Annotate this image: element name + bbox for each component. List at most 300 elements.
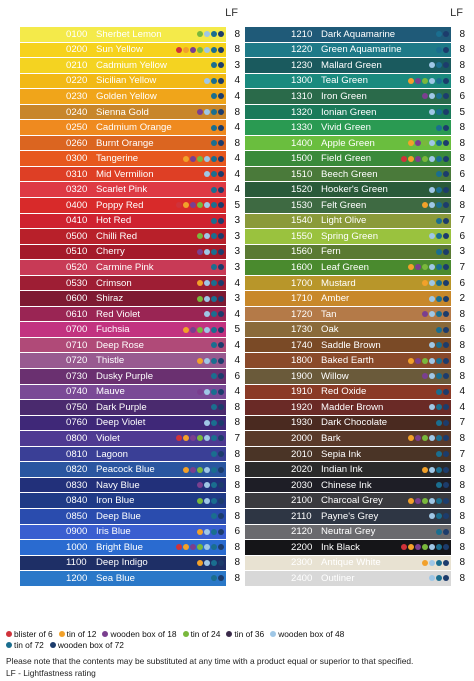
pack-dot-icon	[408, 498, 414, 504]
pack-dot-icon	[211, 280, 217, 286]
color-row	[20, 509, 240, 525]
pack-dot-icon	[204, 156, 210, 162]
color-swatch	[245, 462, 289, 477]
color-name: Peacock Blue	[96, 464, 155, 476]
color-label	[289, 525, 451, 540]
pack-dot-icon	[218, 358, 224, 364]
color-name: Dark Chocolate	[321, 417, 388, 429]
color-row	[245, 338, 465, 354]
pack-dot-icon	[443, 373, 449, 379]
pack-dot-icon	[408, 264, 414, 270]
color-label	[289, 120, 451, 135]
color-name: Oak	[321, 324, 339, 336]
color-swatch	[245, 369, 289, 384]
pack-dots	[436, 31, 449, 37]
legend-label: tin of 12	[66, 629, 97, 639]
pack-dot-icon	[176, 544, 182, 550]
pack-dot-icon	[211, 342, 217, 348]
color-label	[289, 353, 451, 368]
lf-header: LF	[450, 7, 463, 19]
pack-dot-icon	[436, 187, 442, 193]
color-swatch	[20, 182, 64, 197]
pack-dot-icon	[218, 435, 224, 441]
color-row	[245, 74, 465, 90]
color-row	[20, 105, 240, 121]
lightfastness-rating: 5	[459, 106, 465, 118]
pack-dot-icon	[218, 109, 224, 115]
pack-dot-icon	[204, 560, 210, 566]
pack-dot-icon	[218, 31, 224, 37]
pack-dot-icon	[422, 358, 428, 364]
color-code: 1720	[291, 308, 313, 320]
pack-dot-icon	[211, 451, 217, 457]
color-name: Fern	[321, 246, 341, 258]
lightfastness-rating: 8	[459, 370, 465, 382]
color-label	[64, 525, 226, 540]
color-code: 0250	[66, 122, 88, 134]
pack-dots	[436, 529, 449, 535]
color-swatch	[245, 353, 289, 368]
color-name: Ionian Green	[321, 106, 377, 118]
lightfastness-rating: 8	[459, 526, 465, 538]
color-row	[245, 58, 465, 74]
pack-dot-icon	[197, 296, 203, 302]
color-swatch	[20, 353, 64, 368]
pack-dot-icon	[176, 47, 182, 53]
color-name: Willow	[321, 370, 349, 382]
pack-dot-icon	[183, 202, 189, 208]
pack-dot-icon	[218, 311, 224, 317]
pack-dot-icon	[436, 420, 442, 426]
color-name: Chilli Red	[96, 230, 138, 242]
pack-dot-icon	[218, 560, 224, 566]
color-name: Chinese Ink	[321, 479, 372, 491]
color-swatch	[245, 416, 289, 431]
pack-dot-icon	[429, 404, 435, 410]
color-row	[245, 167, 465, 183]
legend-label: tin of 24	[190, 629, 221, 639]
pack-dot-icon	[218, 467, 224, 473]
color-code: 0850	[66, 510, 88, 522]
pack-dot-icon	[436, 93, 442, 99]
color-label	[289, 369, 451, 384]
lightfastness-rating: 4	[459, 401, 465, 413]
color-label	[64, 493, 226, 508]
color-row	[245, 151, 465, 167]
pack-dots	[211, 140, 224, 146]
pack-dot-icon	[197, 529, 203, 535]
color-label	[289, 571, 451, 586]
color-code: 2120	[291, 526, 313, 538]
lightfastness-rating: 8	[459, 510, 465, 522]
pack-dot-icon	[422, 140, 428, 146]
pack-dot-icon	[436, 575, 442, 581]
lightfastness-rating: 8	[459, 28, 465, 40]
lightfastness-rating: 4	[234, 153, 240, 165]
lightfastness-rating: 4	[234, 308, 240, 320]
legend-label: wooden box of 48	[278, 629, 345, 639]
pack-dot-icon	[218, 482, 224, 488]
pack-dots	[408, 498, 449, 504]
pack-dot-icon	[436, 435, 442, 441]
color-code: 1210	[291, 28, 313, 40]
lightfastness-rating: 3	[234, 293, 240, 305]
pack-dot-icon	[436, 311, 442, 317]
pack-dots	[401, 156, 449, 162]
lightfastness-rating: 4	[234, 184, 240, 196]
color-swatch	[245, 385, 289, 400]
lightfastness-rating: 6	[459, 230, 465, 242]
color-code: 0240	[66, 106, 88, 118]
pack-dot-icon	[436, 404, 442, 410]
pack-dot-icon	[197, 358, 203, 364]
color-code: 2100	[291, 495, 313, 507]
color-row	[245, 89, 465, 105]
color-code: 0730	[66, 370, 88, 382]
pack-dot-icon	[443, 482, 449, 488]
pack-dot-icon	[443, 498, 449, 504]
pack-dot-icon	[190, 327, 196, 333]
lightfastness-rating: 8	[234, 495, 240, 507]
color-code: 1530	[291, 199, 313, 211]
pack-dots	[197, 31, 224, 37]
pack-dot-icon	[204, 311, 210, 317]
color-name: Spring Green	[321, 230, 379, 242]
lightfastness-rating: 8	[459, 464, 465, 476]
pack-dot-icon	[204, 249, 210, 255]
pack-dots	[211, 373, 224, 379]
lightfastness-rating: 8	[459, 432, 465, 444]
color-name: Mid Vermilion	[96, 168, 154, 180]
lightfastness-rating: 3	[234, 246, 240, 258]
color-label	[64, 74, 226, 89]
color-row	[20, 167, 240, 183]
color-label	[64, 260, 226, 275]
color-name: Tan	[321, 308, 337, 320]
pack-dot-icon	[211, 467, 217, 473]
pack-dot-icon	[422, 311, 428, 317]
pack-dot-icon	[436, 451, 442, 457]
lf-header: LF	[225, 7, 238, 19]
color-swatch	[245, 214, 289, 229]
color-label	[64, 120, 226, 135]
color-name: Navy Blue	[96, 479, 140, 491]
color-swatch	[245, 198, 289, 213]
pack-dots	[422, 560, 449, 566]
color-row	[20, 353, 240, 369]
lightfastness-rating: 4	[234, 277, 240, 289]
pack-dot-icon	[183, 156, 189, 162]
color-swatch	[245, 43, 289, 58]
pack-legend	[6, 629, 344, 639]
lightfastness-note: LF - Lightfastness rating	[6, 668, 96, 678]
color-row	[245, 431, 465, 447]
pack-dot-icon	[183, 435, 189, 441]
color-name: Poppy Red	[96, 199, 144, 211]
pack-dots	[183, 467, 224, 473]
color-name: Antique White	[321, 557, 381, 569]
pack-dot-icon	[218, 47, 224, 53]
color-row	[245, 385, 465, 401]
color-name: Crimson	[96, 277, 132, 289]
color-swatch	[245, 151, 289, 166]
lightfastness-rating: 8	[459, 59, 465, 71]
color-row	[20, 245, 240, 261]
color-code: 0610	[66, 308, 88, 320]
pack-dot-icon	[218, 498, 224, 504]
pack-dots	[197, 389, 224, 395]
color-row	[245, 214, 465, 230]
pack-dots	[211, 342, 224, 348]
lightfastness-rating: 4	[234, 168, 240, 180]
color-row	[20, 431, 240, 447]
pack-dot-icon	[436, 140, 442, 146]
pack-dot-icon	[401, 544, 407, 550]
color-swatch	[245, 540, 289, 555]
legend-item	[6, 629, 53, 639]
pack-dot-icon	[429, 280, 435, 286]
color-label	[64, 338, 226, 353]
lightfastness-rating: 8	[459, 44, 465, 56]
lightfastness-rating: 8	[234, 106, 240, 118]
color-row	[245, 120, 465, 136]
pack-dot-icon	[408, 140, 414, 146]
color-swatch	[245, 58, 289, 73]
lightfastness-rating: 6	[234, 526, 240, 538]
color-label	[289, 260, 451, 275]
pack-dot-icon	[422, 93, 428, 99]
lightfastness-rating: 8	[459, 137, 465, 149]
pack-dot-icon	[415, 156, 421, 162]
lightfastness-rating: 5	[234, 199, 240, 211]
color-swatch	[245, 229, 289, 244]
color-label	[289, 540, 451, 555]
pack-dot-icon	[211, 218, 217, 224]
pack-dot-icon	[429, 202, 435, 208]
pack-dots	[408, 264, 449, 270]
pack-dot-icon	[218, 156, 224, 162]
color-label	[289, 214, 451, 229]
lightfastness-rating: 8	[459, 355, 465, 367]
color-swatch	[20, 167, 64, 182]
pack-dot-icon	[204, 544, 210, 550]
color-swatch	[20, 447, 64, 462]
color-label	[64, 307, 226, 322]
pack-dot-icon	[436, 218, 442, 224]
pack-dot-icon	[429, 187, 435, 193]
pack-dot-icon	[218, 280, 224, 286]
color-row	[20, 478, 240, 494]
color-row	[20, 556, 240, 572]
pack-dot-icon	[436, 31, 442, 37]
pack-dot-icon	[204, 435, 210, 441]
pack-dot-icon	[443, 156, 449, 162]
pack-dot-icon	[429, 358, 435, 364]
pack-dot-icon	[443, 451, 449, 457]
color-code: 1710	[291, 293, 313, 305]
lightfastness-rating: 8	[459, 75, 465, 87]
legend-item	[270, 629, 344, 639]
lightfastness-rating: 8	[234, 572, 240, 584]
pack-dot-icon	[218, 373, 224, 379]
pack-dot-icon	[218, 451, 224, 457]
color-swatch	[20, 307, 64, 322]
color-name: Golden Yellow	[96, 90, 157, 102]
lightfastness-rating: 4	[234, 339, 240, 351]
pack-dot-icon	[429, 373, 435, 379]
pack-dot-icon	[218, 78, 224, 84]
color-row	[245, 353, 465, 369]
legend-item	[59, 629, 97, 639]
color-code: 1800	[291, 355, 313, 367]
pack-dot-icon	[436, 156, 442, 162]
pack-dots	[429, 404, 449, 410]
color-swatch	[245, 525, 289, 540]
color-label	[64, 136, 226, 151]
color-code: 1000	[66, 541, 88, 553]
color-code: 2010	[291, 448, 313, 460]
color-label	[289, 509, 451, 524]
color-name: Sun Yellow	[96, 44, 143, 56]
color-code: 0810	[66, 448, 88, 460]
color-row	[245, 276, 465, 292]
color-label	[289, 431, 451, 446]
color-label	[289, 447, 451, 462]
pack-dot-icon	[443, 420, 449, 426]
color-label	[64, 291, 226, 306]
pack-dot-icon	[443, 358, 449, 364]
pack-dot-icon	[436, 78, 442, 84]
pack-dots	[436, 389, 449, 395]
lightfastness-rating: 8	[234, 448, 240, 460]
color-label	[289, 493, 451, 508]
legend-dot-icon	[102, 631, 108, 637]
color-code: 2030	[291, 479, 313, 491]
pack-dots	[422, 280, 449, 286]
pack-dot-icon	[218, 249, 224, 255]
lightfastness-rating: 8	[459, 495, 465, 507]
color-name: Sicilian Yellow	[96, 75, 157, 87]
color-label	[64, 182, 226, 197]
pack-dots	[176, 47, 224, 53]
color-swatch	[20, 89, 64, 104]
pack-dot-icon	[443, 125, 449, 131]
color-code: 0600	[66, 293, 88, 305]
color-row	[20, 493, 240, 509]
color-name: Green Aquamarine	[321, 44, 402, 56]
pack-dot-icon	[211, 249, 217, 255]
color-row	[245, 307, 465, 323]
color-label	[289, 229, 451, 244]
pack-dot-icon	[190, 156, 196, 162]
pack-dot-icon	[211, 435, 217, 441]
pack-dot-icon	[436, 513, 442, 519]
pack-dot-icon	[443, 280, 449, 286]
color-code: 0800	[66, 432, 88, 444]
pack-dot-icon	[443, 140, 449, 146]
color-row	[20, 462, 240, 478]
pack-dot-icon	[422, 202, 428, 208]
color-name: Carmine Pink	[96, 261, 154, 273]
color-swatch	[245, 322, 289, 337]
color-row	[20, 540, 240, 556]
color-code: 0400	[66, 199, 88, 211]
pack-dot-icon	[211, 47, 217, 53]
color-row	[20, 307, 240, 323]
color-swatch	[20, 198, 64, 213]
pack-dot-icon	[218, 125, 224, 131]
color-row	[245, 462, 465, 478]
color-label	[289, 462, 451, 477]
color-code: 1200	[66, 572, 88, 584]
color-row	[20, 416, 240, 432]
legend-label: wooden box of 18	[110, 629, 177, 639]
color-name: Sea Blue	[96, 572, 135, 584]
pack-dot-icon	[443, 187, 449, 193]
pack-dot-icon	[422, 78, 428, 84]
color-row	[20, 229, 240, 245]
lightfastness-rating: 3	[234, 261, 240, 273]
color-label	[289, 58, 451, 73]
color-name: Ink Black	[321, 541, 360, 553]
color-swatch	[20, 276, 64, 291]
pack-dot-icon	[204, 171, 210, 177]
color-label	[64, 447, 226, 462]
pack-dot-icon	[436, 327, 442, 333]
pack-dots	[211, 513, 224, 519]
lightfastness-rating: 4	[234, 75, 240, 87]
color-code: 0310	[66, 168, 88, 180]
pack-dot-icon	[436, 62, 442, 68]
color-row	[245, 105, 465, 121]
pack-dot-icon	[204, 327, 210, 333]
color-name: Iron Blue	[96, 495, 135, 507]
color-name: Vivid Green	[321, 122, 371, 134]
pack-dot-icon	[443, 467, 449, 473]
lightfastness-rating: 8	[234, 401, 240, 413]
legend-label: blister of 6	[14, 629, 53, 639]
color-swatch	[245, 260, 289, 275]
pack-dot-icon	[429, 93, 435, 99]
color-code: 0230	[66, 90, 88, 102]
color-name: Saddle Brown	[321, 339, 381, 351]
color-name: Field Green	[321, 153, 372, 165]
pack-dots	[436, 125, 449, 131]
pack-dot-icon	[443, 249, 449, 255]
pack-dots	[211, 264, 224, 270]
color-name: Bark	[321, 432, 341, 444]
color-swatch	[20, 120, 64, 135]
pack-dots	[197, 482, 224, 488]
color-code: 0320	[66, 184, 88, 196]
pack-dots	[197, 249, 224, 255]
lightfastness-rating: 8	[459, 479, 465, 491]
color-name: Amber	[321, 293, 350, 305]
color-row	[245, 291, 465, 307]
pack-dots	[436, 249, 449, 255]
pack-legend-line2	[6, 640, 124, 650]
lightfastness-rating: 8	[234, 464, 240, 476]
color-label	[289, 198, 451, 213]
color-row	[245, 540, 465, 556]
pack-dot-icon	[415, 140, 421, 146]
pack-dot-icon	[436, 296, 442, 302]
pack-dot-icon	[204, 31, 210, 37]
color-label	[64, 229, 226, 244]
pack-dots	[176, 202, 224, 208]
pack-dot-icon	[218, 389, 224, 395]
lightfastness-rating: 4	[459, 386, 465, 398]
